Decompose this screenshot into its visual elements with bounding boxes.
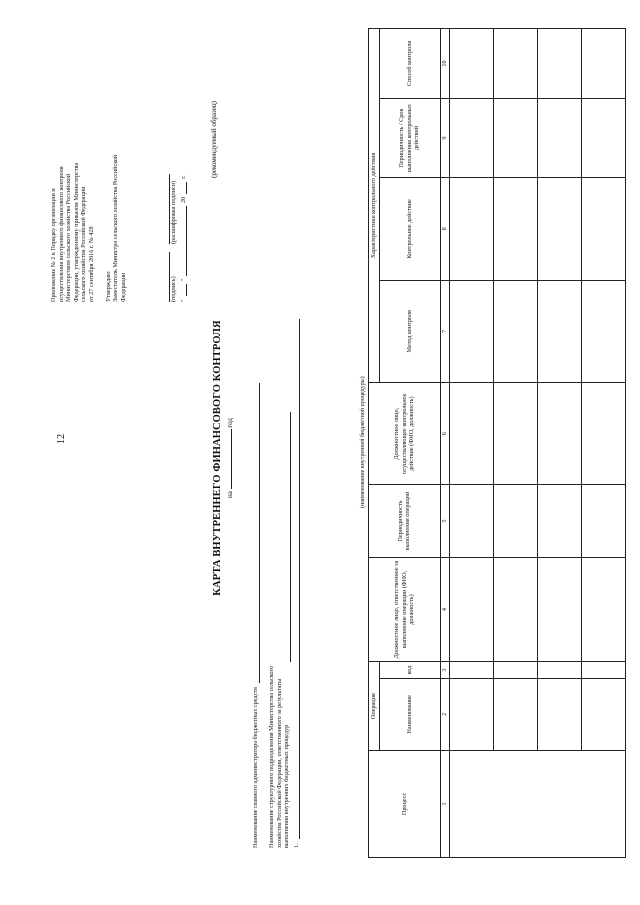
header-term: Периодичность / Срок выполнения контрольных действий [379, 98, 440, 177]
appendix-line: Федерации, утвержденному приказом Министерства [72, 162, 80, 302]
table-cell[interactable] [581, 485, 625, 557]
table-cell[interactable] [493, 383, 537, 485]
table-cell[interactable] [537, 557, 581, 662]
header-method: Метод контроля [379, 280, 440, 382]
table-cell[interactable] [449, 678, 493, 750]
field-unit-label: хозяйства Российской Федерации, ответственного за результаты [275, 678, 283, 848]
table-cell[interactable] [537, 29, 581, 99]
table-cell[interactable] [493, 678, 537, 750]
table-cell[interactable] [449, 485, 493, 557]
header-characteristics: Характеристики контрольного действия [369, 29, 380, 383]
table-row [493, 29, 537, 858]
title-year-row [226, 278, 234, 638]
table-cell[interactable] [493, 280, 537, 382]
table-cell[interactable] [581, 678, 625, 750]
table-cell[interactable] [537, 383, 581, 485]
header-operation: Операция [369, 662, 380, 750]
date-year-line [186, 182, 187, 194]
approver-line: Федерации [119, 272, 127, 302]
table-cell[interactable] [581, 178, 625, 280]
table-cell[interactable] [449, 662, 493, 678]
header-way: Способ контроля [379, 29, 440, 99]
header-op-code: код [379, 662, 440, 678]
procedure-caption: (наименование внутренней бюджетной процедуры) [360, 376, 366, 508]
table-row [537, 29, 581, 858]
table-cell[interactable] [449, 280, 493, 382]
col-number: 1 [440, 750, 449, 857]
header-periodicity: Периодичность выполнения операции [369, 485, 441, 557]
signature-label: (подпись) [170, 276, 177, 302]
table-cell[interactable] [493, 29, 537, 99]
table-cell[interactable] [493, 557, 537, 662]
col-number: 10 [440, 29, 449, 99]
signature-decode-label: (расшифровка подписи) [170, 180, 177, 244]
date-year: 20 [179, 196, 187, 203]
col-number: 9 [440, 98, 449, 177]
table-cell[interactable] [537, 178, 581, 280]
approver-line: Заместитель Министра сельского хозяйства Российской [112, 154, 120, 302]
appendix-line: от 27 сентября 2016 г. № 428 [87, 226, 95, 302]
col-number: 3 [440, 662, 449, 678]
field-admin-label: Наименование главного администратора бюджетных средств [252, 687, 260, 848]
table-cell[interactable] [493, 178, 537, 280]
table-cell[interactable] [449, 98, 493, 177]
page-title: КАРТА ВНУТРЕННЕГО ФИНАНСОВОГО КОНТРОЛЯ [212, 320, 223, 596]
date-quote-open: " [179, 299, 187, 302]
signature-block [160, 42, 187, 302]
table-cell[interactable] [581, 280, 625, 382]
table-cell[interactable] [537, 98, 581, 177]
col-number: 4 [440, 557, 449, 662]
table-cell[interactable] [581, 98, 625, 177]
header-op-name: Наименование [379, 678, 440, 750]
header-fields [252, 288, 300, 848]
table-cell[interactable] [493, 485, 537, 557]
table-cell[interactable] [581, 662, 625, 678]
header-process: Процесс [369, 750, 441, 857]
date-quote-close: " [179, 278, 187, 282]
field-unit-label: Наименование структурного подразделения Министерства сельского [268, 666, 275, 848]
procedure-line [299, 319, 300, 839]
control-map-table [368, 28, 626, 858]
table-row [449, 29, 493, 858]
signature-decode-line [160, 174, 170, 244]
table-cell[interactable] [449, 383, 493, 485]
field-unit-label: выполнения внутренних бюджетных процедур [283, 724, 291, 848]
appendix-line: сельского хозяйства Российской Федерации [80, 186, 88, 302]
table-cell[interactable] [537, 280, 581, 382]
header-action: Контрольное действие [379, 178, 440, 280]
field-admin-line [252, 383, 260, 683]
field-one: 1. [292, 843, 300, 848]
col-number: 2 [440, 678, 449, 750]
year-suffix: год [226, 418, 234, 428]
page-number: 12 [56, 434, 67, 444]
date-month-line [186, 206, 187, 276]
table-cell[interactable] [493, 98, 537, 177]
field-unit-line [290, 412, 291, 662]
table-cell[interactable] [537, 678, 581, 750]
year-prefix: на [226, 491, 234, 498]
table-header-row [369, 29, 380, 858]
col-number: 7 [440, 280, 449, 382]
header-controller: Должностное лицо, осуществляющее контрольное действие (ФИО, должность) [369, 383, 441, 485]
table-cell[interactable] [449, 178, 493, 280]
table-cell[interactable] [449, 750, 625, 857]
table-cell[interactable] [449, 557, 493, 662]
sample-label: (рекомендуемый образец) [210, 101, 218, 178]
table-cell[interactable] [537, 662, 581, 678]
table-cell[interactable] [449, 29, 493, 99]
table-number-row [440, 29, 449, 858]
appendix-line: Министерством сельского хозяйства Российской [65, 173, 73, 302]
col-number: 6 [440, 383, 449, 485]
approved-label: Утверждаю [104, 271, 112, 302]
header-responsible: Должностное лицо, ответственное за выполнение операции (ФИО, должность) [369, 557, 441, 662]
table-cell[interactable] [581, 383, 625, 485]
appendix-line: осуществления внутреннего финансового контроля [57, 166, 65, 302]
date-day-line [186, 284, 187, 296]
year-line [231, 429, 232, 489]
table-cell[interactable] [493, 662, 537, 678]
date-suffix: г. [179, 175, 187, 179]
col-number: 8 [440, 178, 449, 280]
signature-line [160, 252, 170, 302]
col-number: 5 [440, 485, 449, 557]
table-row [581, 29, 625, 858]
table-cell[interactable] [581, 557, 625, 662]
table-cell[interactable] [537, 485, 581, 557]
table-cell[interactable] [581, 29, 625, 99]
appendix-block [50, 22, 127, 302]
appendix-line: Приложение № 2 к Порядку организации и [50, 188, 57, 302]
rotated-document [22, 18, 622, 878]
